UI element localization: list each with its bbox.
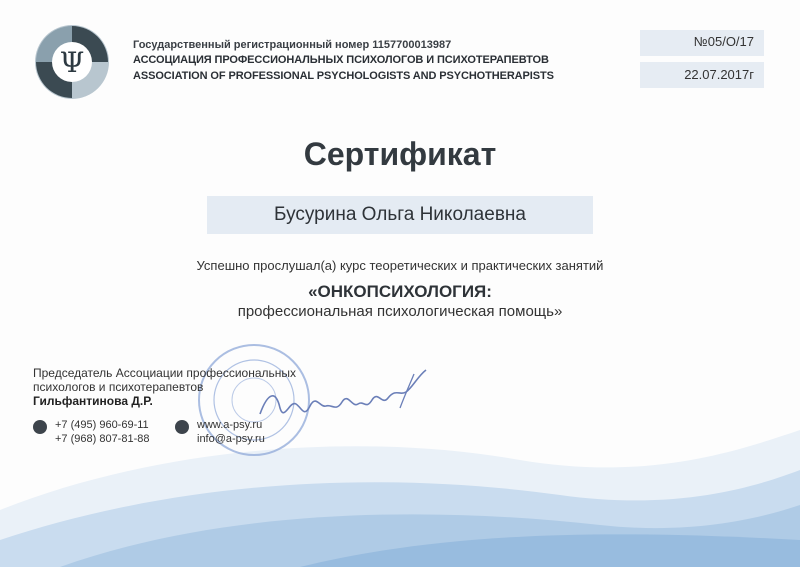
association-name-en: ASSOCIATION OF PROFESSIONAL PSYCHOLOGISTS AND PSYCHOTHERAPISTS [133, 70, 554, 82]
course-title: «ОНКОПСИХОЛОГИЯ: [308, 282, 492, 301]
certificate-number: №05/О/17 [693, 34, 754, 49]
chair-position-line1: Председатель Ассоциации профессиональных [33, 366, 297, 380]
phone-number-1: +7 (495) 960-69-11 [55, 419, 149, 431]
association-name-ru: АССОЦИАЦИЯ ПРОФЕССИОНАЛЬНЫХ ПСИХОЛОГОВ И ПСИХОТЕРАПЕВТОВ [133, 54, 549, 66]
website: www.a-psy.ru [197, 419, 263, 431]
registration-number: Государственный регистрационный номер 1157700013987 [133, 39, 452, 51]
phone-block [33, 418, 183, 446]
recipient-name: Бусурина Ольга Николаевна [274, 204, 526, 225]
phone-icon [33, 420, 47, 434]
psi-logo-icon [34, 24, 110, 100]
web-block [175, 418, 295, 446]
certificate-date: 22.07.2017г [684, 67, 754, 82]
completion-text: Успешно прослушал(а) курс теоретических и практических занятий [196, 258, 604, 273]
chair-name: Гильфантинова Д.Р. [33, 394, 153, 408]
course-subtitle: профессиональная психологическая помощь» [237, 303, 563, 320]
svg-text:Ψ: Ψ [59, 46, 85, 79]
certificate-date-box [640, 62, 764, 88]
email: info@a-psy.ru [197, 433, 265, 445]
certificate-number-box [640, 30, 764, 56]
recipient-box [207, 196, 593, 234]
phone-number-2: +7 (968) 807-81-88 [55, 433, 150, 445]
mail-icon [175, 420, 189, 434]
certificate-title: Сертификат [303, 136, 497, 172]
chair-position-line2: психологов и психотерапевтов [33, 380, 204, 394]
header [133, 38, 603, 84]
